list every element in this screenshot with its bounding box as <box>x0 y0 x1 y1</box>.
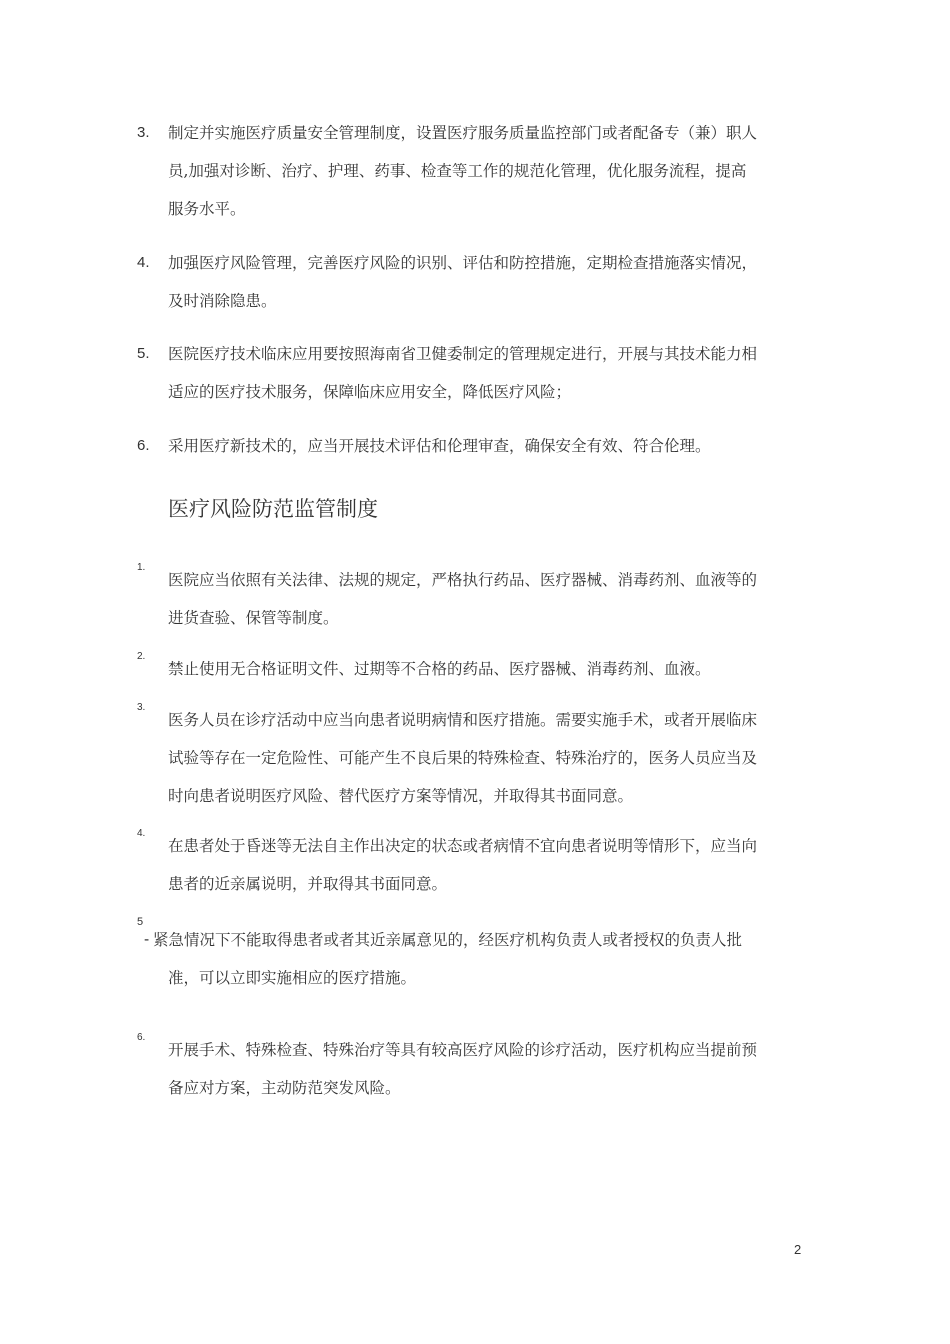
text-line: 医务人员在诊疗活动中应当向患者说明病情和医疗措施。需要实施手术，或者开展临床 <box>168 711 758 729</box>
list-text <box>137 427 827 465</box>
text-line: 适应的医疗技术服务，保障临床应用安全，降低医疗风险； <box>168 383 572 401</box>
list-dash: - <box>144 931 150 948</box>
list-item-4b <box>137 827 827 903</box>
text-line: 准，可以立即实施相应的医疗措施。 <box>168 969 417 987</box>
text-line: 紧急情况下不能取得患者或者其近亲属意见的，经医疗机构负责人或者授权的负责人批 <box>153 931 743 949</box>
text-line: 禁止使用无合格证明文件、过期等不合格的药品、医疗器械、消毒药剂、血液。 <box>168 660 711 678</box>
list-number: 2. <box>137 651 146 662</box>
text-line: 时向患者说明医疗风险、替代医疗方案等情况，并取得其书面同意。 <box>168 787 634 805</box>
list-item-1 <box>137 561 827 637</box>
list-number: 1. <box>137 562 146 573</box>
list-number: 5 <box>137 916 144 928</box>
list-text <box>137 827 827 903</box>
text-line: 采用医疗新技术的，应当开展技术评估和伦理审查，确保安全有效、符合伦理。 <box>168 437 711 455</box>
text-line: 医院医疗技术临床应用要按照海南省卫健委制定的管理规定进行，开展与其技术能力相 <box>168 345 758 363</box>
text-line: 进货查验、保管等制度。 <box>168 609 339 627</box>
text-line: 开展手术、特殊检查、特殊治疗等具有较高医疗风险的诊疗活动，医疗机构应当提前预 <box>168 1041 758 1059</box>
list-item-3b <box>137 701 827 815</box>
list-number: 4. <box>137 254 150 271</box>
text-line: 加强医疗风险管理，完善医疗风险的识别、评估和防控措施，定期检查措施落实情况， <box>168 254 758 272</box>
list-text <box>137 561 827 637</box>
list-item-4 <box>137 244 827 320</box>
page-number: 2 <box>794 1242 802 1257</box>
text-line: 制定并实施医疗质量安全管理制度，设置医疗服务质量监控部门或者配备专（兼）职人 <box>168 124 758 142</box>
list-item-5 <box>137 335 827 411</box>
list-text <box>137 335 827 411</box>
list-text <box>137 921 827 997</box>
list-item-6b <box>137 1031 827 1107</box>
list-text <box>137 244 827 320</box>
section-heading: 医疗风险防范监管制度 <box>168 497 378 521</box>
list-item-5b <box>137 916 827 997</box>
text-line: 及时消除隐患。 <box>168 292 277 310</box>
list-item-3 <box>137 114 827 228</box>
list-number: 3. <box>137 702 146 713</box>
list-item-6 <box>137 427 827 465</box>
list-text <box>137 114 827 228</box>
list-number: 6. <box>137 1032 146 1043</box>
text-line: 备应对方案，主动防范突发风险。 <box>168 1079 401 1097</box>
text-line: 服务水平。 <box>168 200 246 218</box>
list-number: 6. <box>137 437 150 454</box>
list-text <box>137 1031 827 1107</box>
list-number: 3. <box>137 124 150 141</box>
text-line: 在患者处于昏迷等无法自主作出决定的状态或者病情不宜向患者说明等情形下，应当向 <box>168 837 758 855</box>
text-line: 患者的近亲属说明，并取得其书面同意。 <box>168 875 448 893</box>
list-text <box>137 701 827 815</box>
text-line: 员,加强对诊断、治疗、护理、药事、检查等工作的规范化管理，优化服务流程，提高 <box>168 162 747 180</box>
list-item-2 <box>137 650 827 688</box>
text-line: 医院应当依照有关法律、法规的规定，严格执行药品、医疗器械、消毒药剂、血液等的 <box>168 571 758 589</box>
list-number: 5. <box>137 345 150 362</box>
list-text <box>137 650 827 688</box>
text-line: 试验等存在一定危险性、可能产生不良后果的特殊检查、特殊治疗的，医务人员应当及 <box>168 749 758 767</box>
list-number: 4. <box>137 828 146 839</box>
